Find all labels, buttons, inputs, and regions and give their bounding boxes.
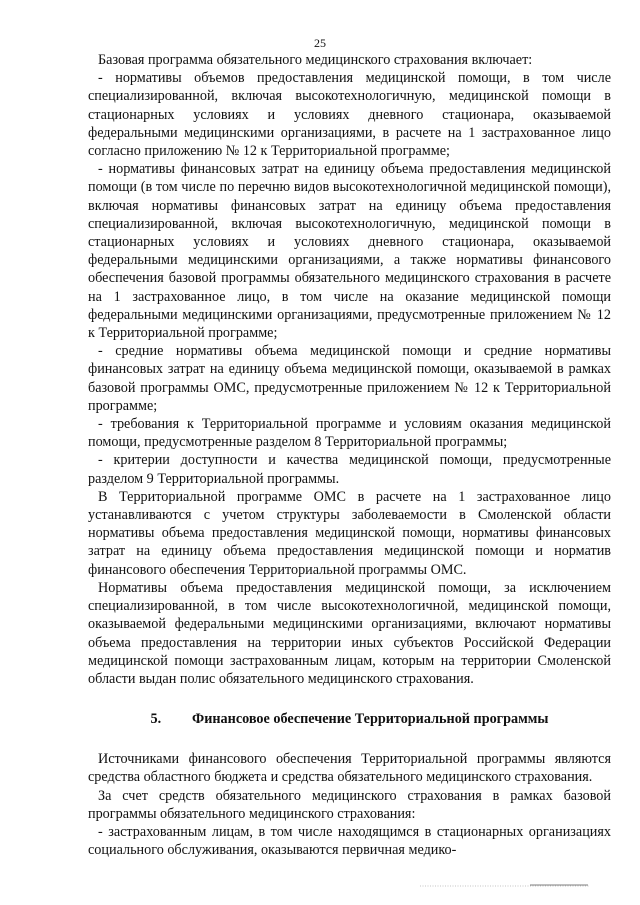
paragraph: Нормативы объема предоставления медицинской помощи, за исключением специализированной, в том числе высокотехнологичной, медицинской помощи, оказываемой федеральными медицинскими организациями, включают нормативы объема предоставления на территории иных субъектов Российской Федерации медицинской помощи застрахованным лицам, которым на территории Смоленской области выдан полис обязательного медицинского страхования.: [88, 579, 611, 687]
section-number: 5.: [150, 711, 162, 728]
paragraph: - нормативы финансовых затрат на единицу объема предоставления медицинской помощи (в том числе по перечню видов высокотехнологичной медицинской помощи), включая нормативы финансовых затрат на единицу объема предоставления специализированной, включая высокотехнологичную, медицинской помощи в стационарных условиях и условиях дневного стационара, оказываемой федеральными медицинскими организациями, а также нормативы финансового обеспечения базовой программы обязательного медицинского страхования в расчете на 1 застрахованное лицо, в том числе на оказание медицинской помощи федеральными медицинскими организациями, предусмотренные приложением № 12 к Территориальной программе;: [88, 161, 611, 342]
document-body: [88, 51, 611, 859]
paragraph: - нормативы объемов предоставления медицинской помощи, в том числе специализированной, включая высокотехнологичную, медицинской помощи в стационарных условиях и условиях дневного стационара, оказываемой федеральными медицинскими организациями, в расчете на 1 застрахованное лицо согласно приложению № 12 к Территориальной программе;: [88, 70, 611, 160]
section-heading: [88, 710, 611, 728]
paragraph: - критерии доступности и качества медицинской помощи, предусмотренные разделом 9 Территориальной программы.: [88, 452, 611, 487]
section-title: Финансовое обеспечение Территориальной программы: [192, 711, 549, 728]
page-number: 25: [314, 36, 326, 50]
paragraph: В Территориальной программе ОМС в расчете на 1 застрахованное лицо устанавливаются с учетом структуры заболеваемости в Смоленской области нормативы объема предоставления медицинской помощи, нормативы финансовых затрат на единицу объема предоставления медицинской помощи и норматив финансового обеспечения Территориальной программы ОМС.: [88, 488, 611, 578]
paragraph: - средние нормативы объема медицинской помощи и средние нормативы финансовых затрат на единицу объема медицинской помощи, оказываемой в рамках базовой программы ОМС, предусмотренные приложением № 12 к Территориальной программе;: [88, 343, 611, 414]
paragraph: Источниками финансового обеспечения Территориальной программы являются средства областного бюджета и средства обязательного медицинского страхования.: [88, 751, 611, 786]
paragraph: За счет средств обязательного медицинского страхования в рамках базовой программы обязательного медицинского страхования:: [88, 787, 611, 822]
paragraph: - требования к Территориальной программе и условиям оказания медицинской помощи, предусмотренные разделом 8 Территориальной программы;: [88, 416, 611, 451]
paragraph: Базовая программа обязательного медицинского страхования включает:: [98, 52, 533, 68]
scan-artifact-line: [420, 877, 590, 889]
paragraph: - застрахованным лицам, в том числе находящимся в стационарных организациях социального обслуживания, оказываются первичная медико-: [88, 823, 611, 859]
